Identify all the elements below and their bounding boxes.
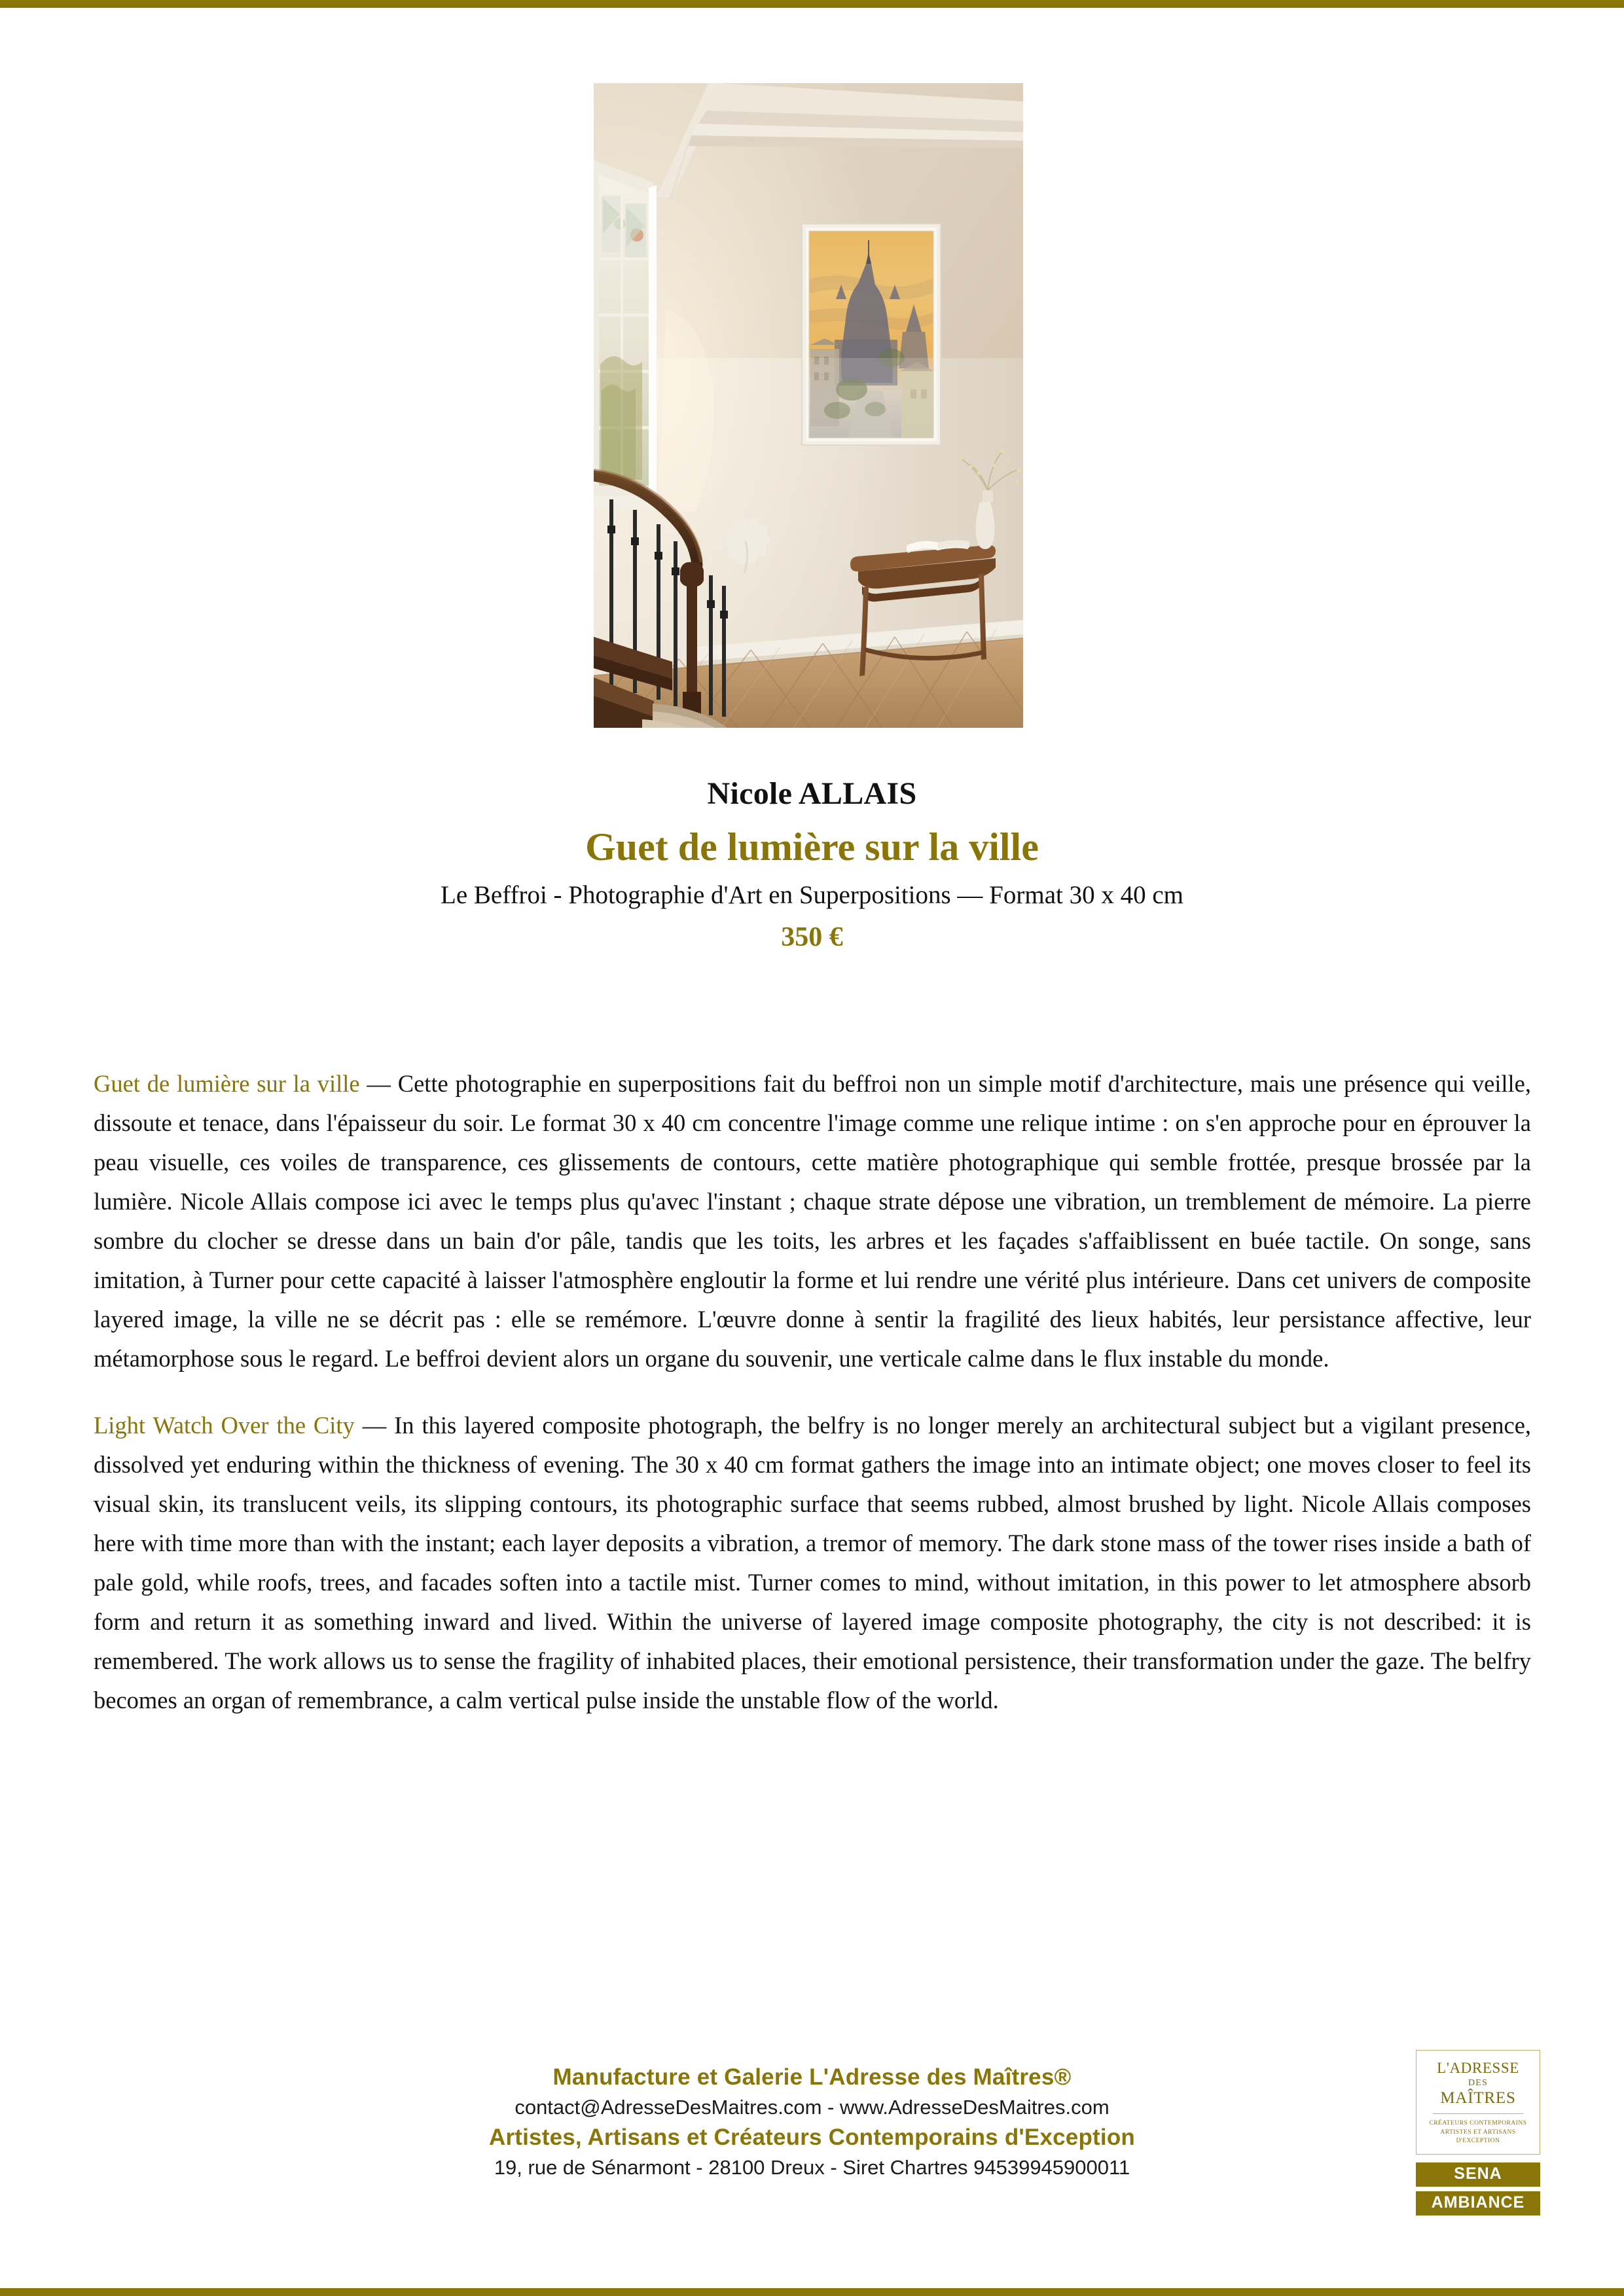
description-paragraph-en [94, 1406, 1531, 1720]
footer-company-name: Manufacture et Galerie L'Adresse des Maîtres® [552, 2064, 1072, 2090]
description-dash-fr: — [359, 1070, 398, 1097]
footer-tagline: Artistes, Artisans et Créateurs Contemporains d'Exception [488, 2125, 1135, 2150]
logo-line-ladresse: L'ADRESSE [1437, 2060, 1519, 2076]
logo-tagline-2: ARTISTES ET ARTISANS [1440, 2128, 1516, 2136]
logo-tagline-1: CRÉATEURS CONTEMPORAINS [1429, 2120, 1527, 2126]
footer-contact-line[interactable]: contact@AdresseDesMaitres.com - www.AdresseDesMaitres.com [514, 2096, 1110, 2119]
ambiance-badge: AMBIANCE [1416, 2191, 1540, 2215]
sena-badge: SENA [1416, 2162, 1540, 2187]
description-lead-fr: Guet de lumière sur la ville [94, 1070, 360, 1097]
top-gold-rule [0, 0, 1624, 8]
bottom-gold-rule [0, 2288, 1624, 2296]
artwork-subtitle: Le Beffroi - Photographie d'Art en Superpositions — Format 30 x 40 cm [441, 881, 1183, 909]
artwork-price: 350 € [781, 922, 843, 952]
logo-tagline-3: D'EXCEPTION [1456, 2138, 1500, 2144]
artist-name: Nicole ALLAIS [707, 776, 917, 811]
description-lead-en: Light Watch Over the City [94, 1412, 355, 1439]
artwork-title: Guet de lumière sur la ville [585, 825, 1039, 869]
logo-divider [1433, 2113, 1523, 2114]
ladresse-des-maitres-logo [1416, 2050, 1540, 2155]
description-block [94, 1064, 1531, 1748]
logo-line-des: DES [1468, 2078, 1489, 2088]
description-dash-en: — [354, 1412, 395, 1439]
description-paragraph-fr [94, 1064, 1531, 1378]
artwork-photograph [594, 83, 1023, 728]
interior-scene-illustration [594, 83, 1023, 728]
brand-logo-block [1416, 2050, 1540, 2215]
logo-line-maitres: MAÎTRES [1440, 2089, 1516, 2107]
footer-address-line: 19, rue de Sénarmont - 28100 Dreux - Siret Chartres 94539945900011 [494, 2156, 1130, 2179]
description-body-fr: Cette photographie en superpositions fait du beffroi non un simple motif d'architecture, mais une présence qui veille, dissoute et tenace, dans l'épaisseur du soir. Le format 30 x 40 cm concentre l'image comme une relique intime : on s'en approche pour en éprouver la peau visuelle, ces voiles de transparence, ces glissements de contours, cette matière photographique qui semble frottée, presque brossée par la lumière. Nicole Allais compose ici avec le temps plus qu'avec l'instant ; chaque strate dépose une vibration, un tremblement de mémoire. La pierre sombre du clocher se dresse dans un bain d'or pâle, tandis que les toits, les arbres et les façades s'affaiblissent en buée tactile. On songe, sans imitation, à Turner pour cette capacité à laisser l'atmosphère engloutir la forme et lui rendre une vérité plus intérieure. Dans cet univers de composite layered image, la ville ne se décrit pas : elle se remémore. L'œuvre donne à sentir la fragilité des lieux habités, leur persistance affective, leur métamorphose sous le regard. Le beffroi devient alors un organe du souvenir, une verticale calme dans le flux instable du monde. [94, 1070, 1532, 1372]
description-body-en: In this layered composite photograph, the belfry is no longer merely an architectural subject but a vigilant presence, dissolved yet enduring within the thickness of evening. The 30 x 40 cm format gathers the image into an intimate object; one moves closer to feel its visual skin, its translucent veils, its slipping contours, its photographic surface that seems rubbed, almost brushed by light. Nicole Allais composes here with time more than with the instant; each layer deposits a vibration, a tremor of memory. The dark stone mass of the tower rises inside a bath of pale gold, while roofs, trees, and facades soften into a tactile mist. Turner comes to mind, without imitation, in this power to let atmosphere absorb form and return it as something inward and lived. Within the universe of layered image composite photography, the city is not described: it is remembered. The work allows us to sense the fragility of inhabited places, their emotional persistence, their transformation under the gaze. The belfry becomes an organ of remembrance, a calm vertical pulse inside the unstable flow of the world. [94, 1412, 1532, 1713]
footer-contact-block [0, 2062, 1624, 2182]
